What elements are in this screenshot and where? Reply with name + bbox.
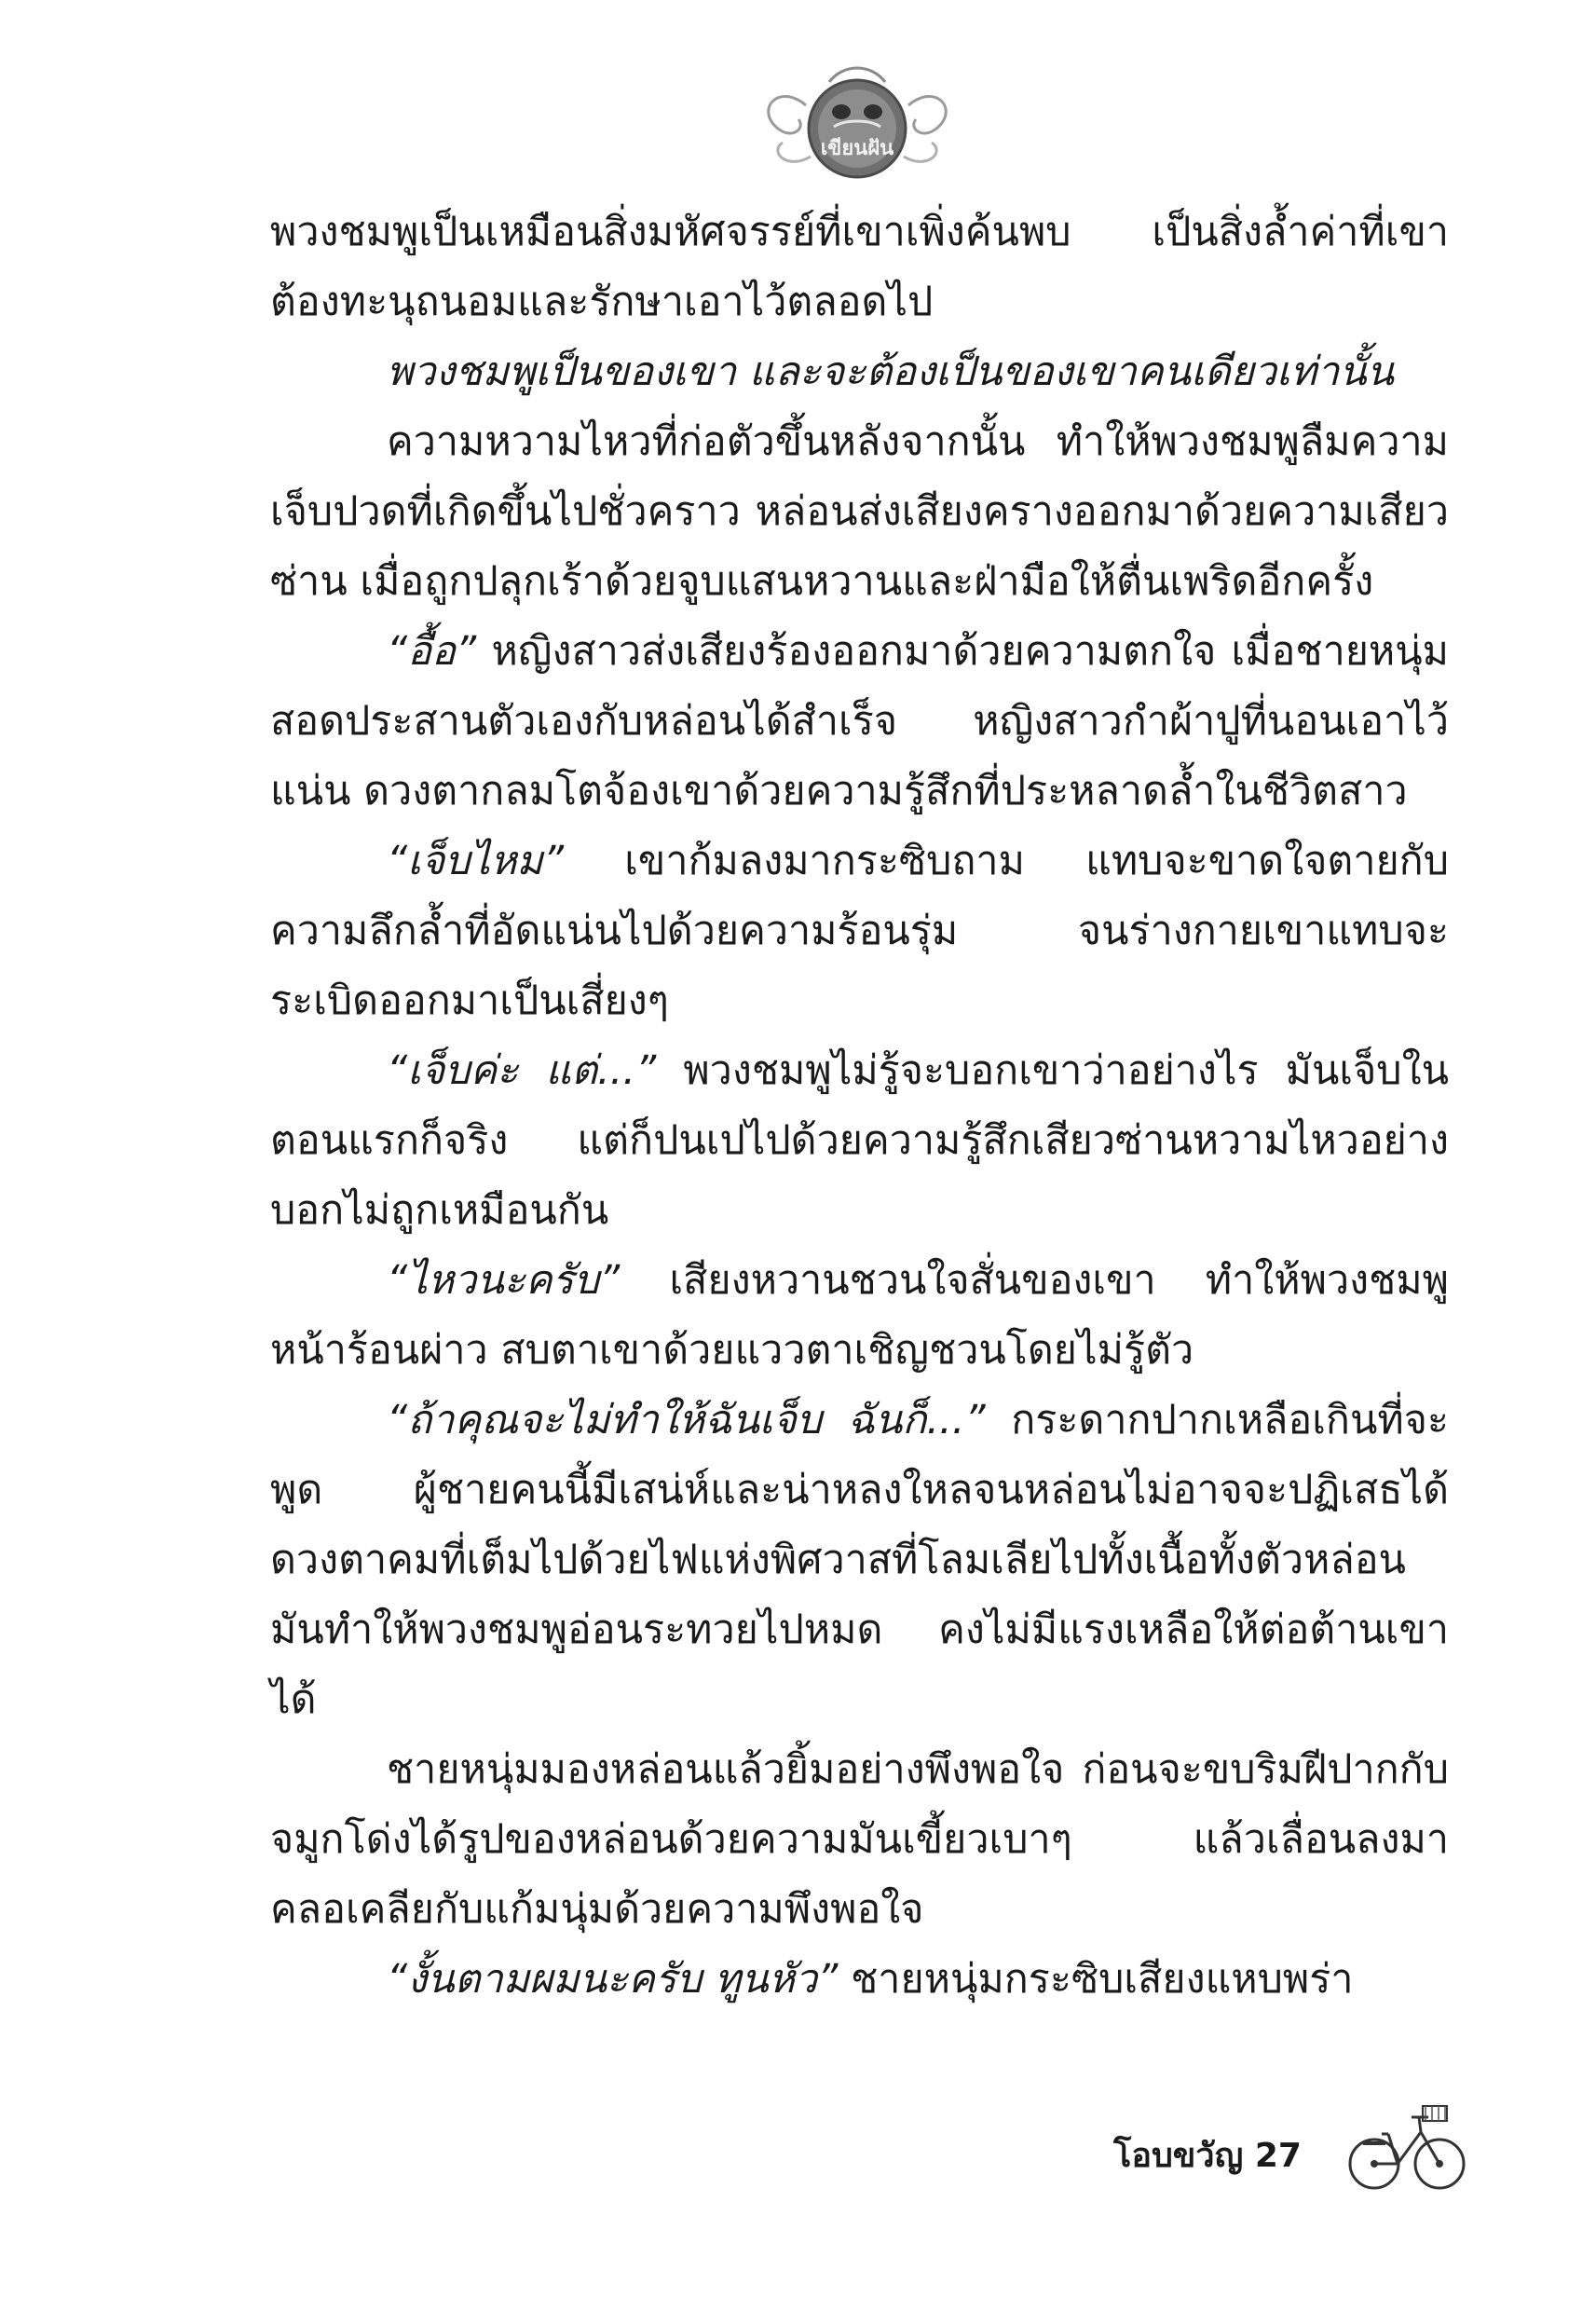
italic-text: “ไหวนะครับ” [387, 1257, 621, 1304]
book-title: โอบขวัญ [1113, 2137, 1244, 2175]
ornamental-crest-logo-icon [741, 54, 974, 194]
paragraph-text: พวงชมพูเป็นเหมือนสิ่งมหัศจรรย์ที่เขาเพิ่งค้นพบ เป็นสิ่งล้ำค่าที่เขาต้องทะนุถนอมและรักษาเอาไว้ตลอดไป [270, 209, 1449, 325]
logo-text: เขียนฝัน [820, 137, 894, 160]
italic-text: พวงชมพูเป็นของเขา และจะต้องเป็นของเขาคนเดียวเท่านั้น [387, 349, 1395, 395]
paragraph-text: เขาก้มลงมากระซิบถาม แทบจะขาดใจตายกับความลึกล้ำที่อัดแน่นไปด้วยความร้อนรุ่ม จนร่างกายเขาแทบจะระเบิดออกมาเป็นเสี่ยงๆ [270, 838, 1449, 1024]
page-number: 27 [1254, 2137, 1302, 2175]
paragraph [270, 1036, 1449, 1246]
italic-text: “ถ้าคุณจะไม่ทำให้ฉันเจ็บ ฉันก็...” [387, 1397, 986, 1443]
italic-text: “เจ็บไหม” [387, 838, 565, 884]
paragraph-text: ชายหนุ่มกระซิบเสียงแหบพร่า [838, 1956, 1354, 2003]
body-text [270, 198, 1449, 2015]
page-footer [1113, 2097, 1467, 2208]
paragraph-text: พวงชมพูไม่รู้จะบอกเขาว่าอย่างไร มันเจ็บในตอนแรกก็จริง แต่ก็ปนเปไปด้วยความรู้สึกเสียวซ่านหวามไหวอย่างบอกไม่ถูกเหมือนกัน [270, 1047, 1449, 1234]
paragraph-text: หญิงสาวส่งเสียงร้องออกมาด้วยความตกใจ เมื่อชายหนุ่มสอดประสานตัวเองกับหล่อนได้สำเร็จ หญิงสาวกำผ้าปูที่นอนเอาไว้แน่น ดวงตากลมโตจ้องเขาด้วยความรู้สึกที่ประหลาดล้ำในชีวิตสาว [270, 628, 1449, 814]
footer-label [1113, 2128, 1302, 2181]
italic-text: “อื้อ” [387, 628, 477, 675]
paragraph-text: เสียงหวานชวนใจสั่นของเขา ทำให้พวงชมพูหน้าร้อนผ่าว สบตาเขาด้วยแววตาเชิญชวนโดยไม่รู้ตัว [270, 1257, 1449, 1374]
italic-text: “งั้นตามผมนะครับ ทูนหัว” [387, 1956, 839, 2003]
paragraph [270, 1386, 1449, 1735]
paragraph [270, 617, 1449, 827]
italic-text: “เจ็บค่ะ แต่...” [387, 1047, 657, 1094]
paragraph-text: ชายหนุ่มมองหล่อนแล้วยิ้มอย่างพึงพอใจ ก่อนจะขบริมฝีปากกับจมูกโด่งได้รูปของหล่อนด้วยความมันเขี้ยวเบาๆ แล้วเลื่อนลงมาคลอเคลียกับแก้มนุ่มด้วยความพึงพอใจ [270, 1746, 1449, 1933]
paragraph [270, 198, 1449, 337]
paragraph [270, 1945, 1449, 2015]
paragraph [270, 407, 1449, 617]
paragraph [270, 827, 1449, 1036]
paragraph [270, 1735, 1449, 1945]
bicycle-icon [1346, 2097, 1467, 2199]
paragraph [270, 1246, 1449, 1386]
paragraph-text: ความหวามไหวที่ก่อตัวขึ้นหลังจากนั้น ทำให้พวงชมพูลืมความเจ็บปวดที่เกิดขึ้นไปชั่วคราว หล่อนส่งเสียงครางออกมาด้วยความเสียวซ่าน เมื่อถูกปลุกเร้าด้วยจูบแสนหวานและฝ่ามือให้ตื่นเพริดอีกครั้ง [270, 418, 1449, 605]
paragraph-text: กระดากปากเหลือเกินที่จะพูด ผู้ชายคนนี้มีเสน่ห์และน่าหลงใหลจนหล่อนไม่อาจจะปฏิเสธได้ ดวงตาคมที่เต็มไปด้วยไฟแห่งพิศวาสที่โลมเลียไปทั้งเนื้อทั้งตัวหล่อนมันทำให้พวงชมพูอ่อนระทวยไปหมด คงไม่มีแรงเหลือให้ต่อต้านเขาได้ [270, 1397, 1449, 1723]
header-logo [741, 54, 974, 194]
paragraph [270, 337, 1449, 407]
